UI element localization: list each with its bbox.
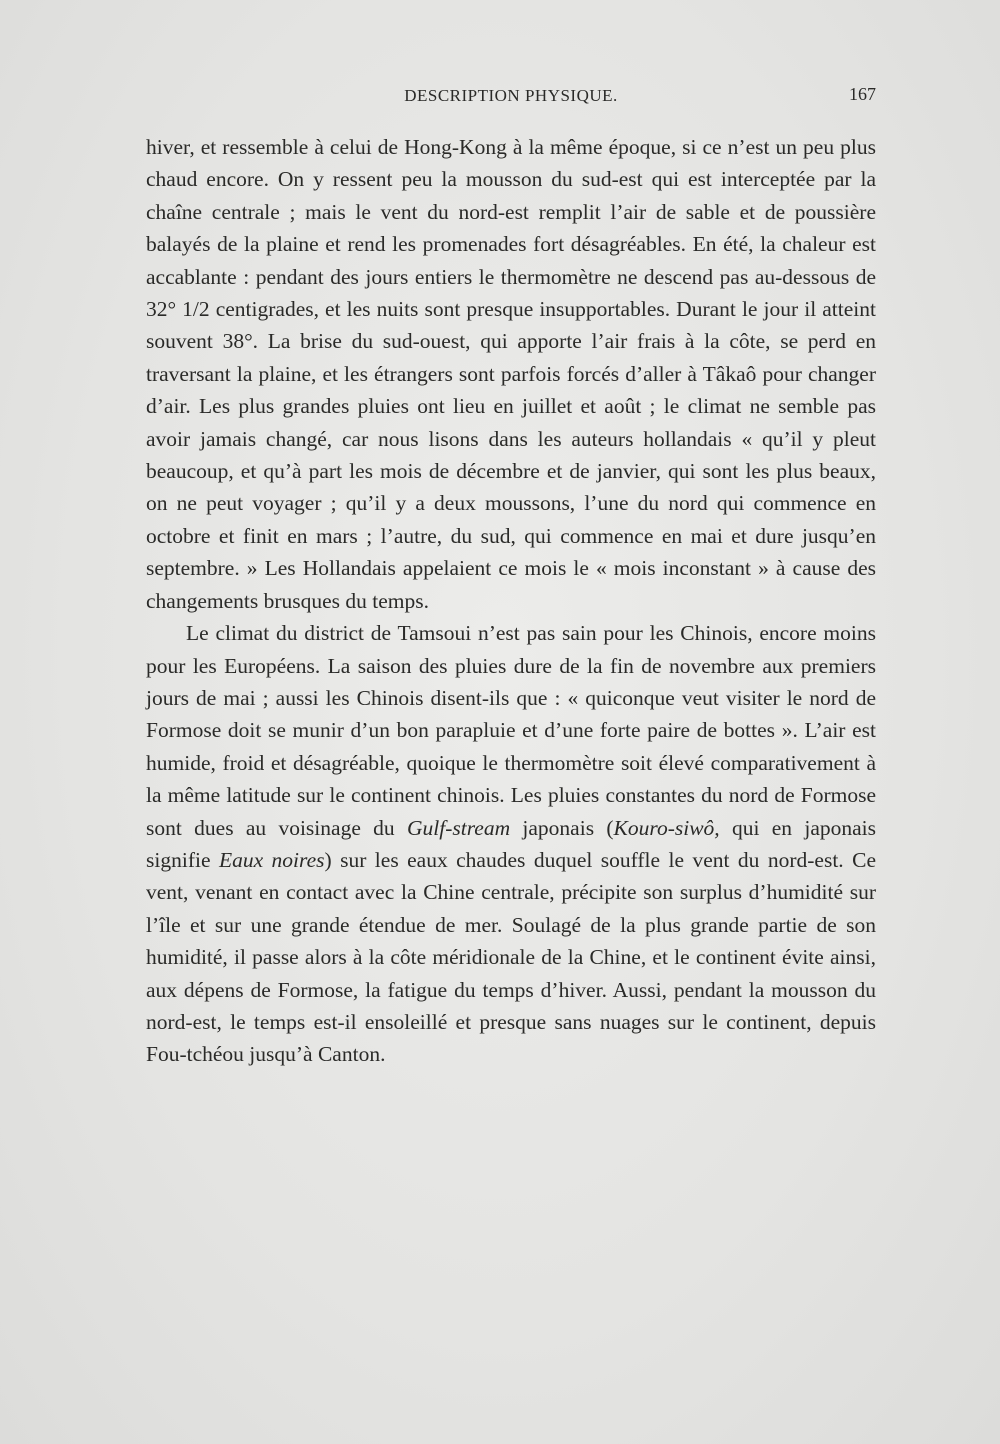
paragraph-text-segment: qui en japonais signifie	[146, 815, 876, 872]
paragraph-text-segment: Le climat du district de Tamsoui n’est pas sain pour les Chinois, encore moins pour les Européens. La saison des pluies dure de la fin de novembre aux premiers jours de mai ; aussi les Chinois disent-ils que : « quiconque veut visiter le nord de Formose doit se munir d’un bon parapluie et d’une forte paire de bottes ». L’air est humide, froid et désagréable, quoique le thermomètre soit élevé comparativement à la même latitude sur le continent chinois. Les pluies constantes du nord de Formose sont dues au voisinage du	[146, 621, 876, 840]
paragraph-text-segment: ) sur les eaux chaudes duquel souffle le vent du nord-est. Ce vent, venant en contact avec la Chine centrale, précipite son surplus d’humidité sur l’île et sur une grande étendue de mer. Soulagé de la plus grande partie de son humidité, il passe alors à la côte méridionale de la Chine, et le continent évite ainsi, aux dépens de Formose, la fatigue du temps d’hiver. Aussi, pendant la mousson du nord-est, le temps est-il ensoleillé et presque sans nuages sur le continent, depuis Fou-tchéou jusqu’à Canton.	[146, 847, 876, 1067]
page-number: 167	[849, 84, 876, 104]
italic-term-kouro-siwo: Kouro-siwô,	[613, 815, 720, 840]
running-header	[146, 80, 876, 110]
paragraph-text-segment: japonais (	[510, 815, 614, 840]
paragraph-continued: hiver, et ressemble à celui de Hong-Kong à la même époque, si ce n’est un peu plus chaud encore. On y ressent peu la mousson du sud-est qui est interceptée par la chaîne centrale ; mais le vent du nord-est remplit l’air de sable et de poussière balayés de la plaine et rend les promenades fort désagréables. En été, la chaleur est accablante : pendant des jours entiers le thermomètre ne descend pas au-dessous de 32° 1/2 centigrades, et les nuits sont presque insupportables. Durant le jour il atteint souvent 38°. La brise du sud-ouest, qui apporte l’air frais à la côte, se perd en traversant la plaine, et les étrangers sont parfois forcés d’aller à Tâkaô pour changer d’air. Les plus grandes pluies ont lieu en juillet et août ; le climat ne semble pas avoir jamais changé, car nous lisons dans les auteurs hollandais « qu’il y pleut beaucoup, et qu’à part les mois de décembre et de janvier, qui sont les plus beaux, on ne peut voyager ; qu’il y a deux moussons, l’une du nord qui commence en octobre et finit en mars ; l’autre, du sud, qui commence en mai et dure jusqu’en septembre. » Les Hollandais appelaient ce mois le « mois inconstant » à cause des changements brusques du temps.	[146, 135, 876, 613]
italic-term-gulf-stream: Gulf-stream	[406, 815, 511, 840]
body-text	[146, 131, 876, 1071]
paragraph-tamsoui-climate	[146, 617, 876, 1071]
italic-term-eaux-noires: Eaux noires	[218, 847, 325, 872]
running-title: DESCRIPTION PHYSIQUE.	[404, 86, 618, 105]
